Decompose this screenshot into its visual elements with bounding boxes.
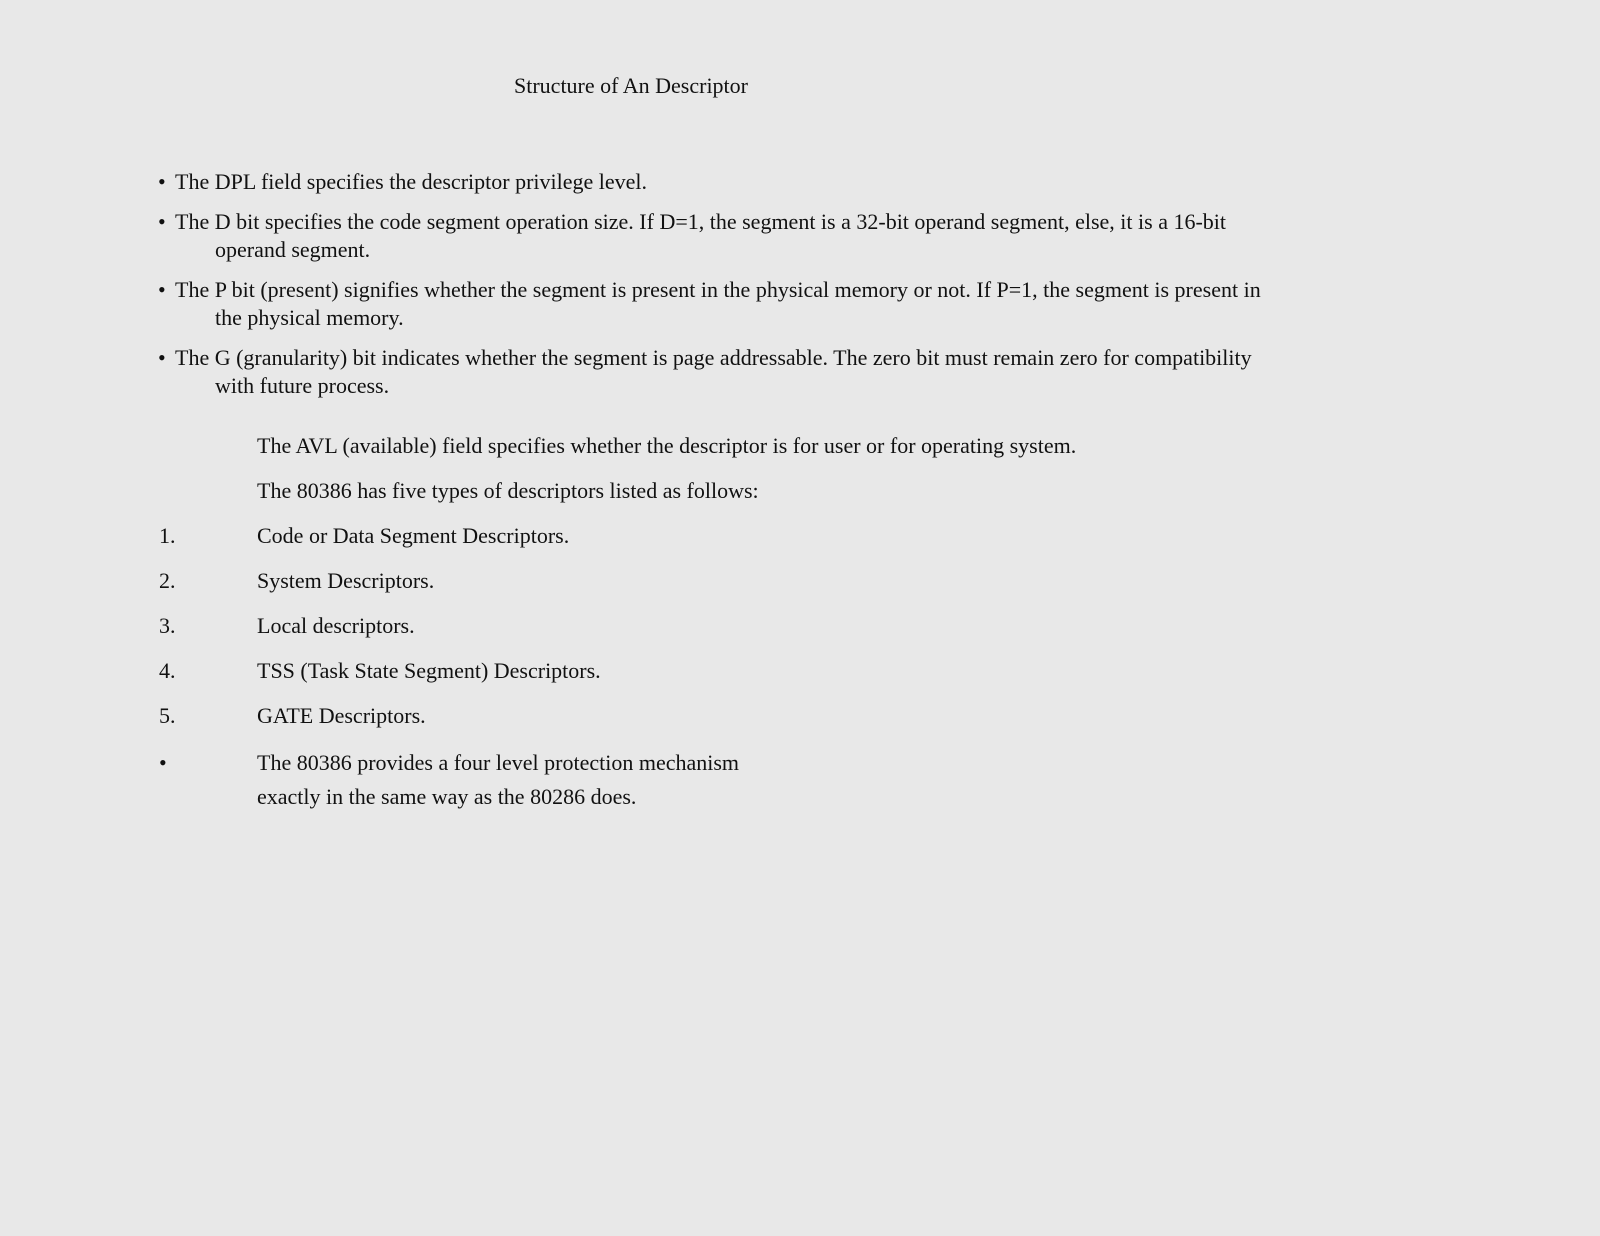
bullet-text-line1: The G (granularity) bit indicates whether the segment is page addressable. The zero bit must remain zero for compatibility — [175, 345, 1252, 370]
list-label: GATE Descriptors. — [257, 703, 426, 728]
list-number: 1. — [159, 523, 176, 548]
bullet-mark: • — [158, 169, 166, 194]
bullet-item-dpl — [158, 168, 1458, 196]
page-title: Structure of An Descriptor — [514, 73, 748, 98]
list-number: 3. — [159, 613, 176, 638]
avl-paragraph: The AVL (available) field specifies whether the descriptor is for user or for operating system. — [257, 433, 1077, 458]
list-label: Local descriptors. — [257, 613, 415, 638]
list-label: TSS (Task State Segment) Descriptors. — [257, 658, 601, 683]
list-number: 2. — [159, 568, 176, 593]
bullet-mark: • — [158, 277, 166, 302]
bullet-list — [158, 168, 1458, 412]
list-label: System Descriptors. — [257, 568, 435, 593]
types-intro: The 80386 has five types of descriptors listed as follows: — [257, 478, 759, 503]
bullet-text-line2: operand segment. — [215, 237, 371, 262]
bullet-mark: • — [158, 345, 166, 370]
list-number: 4. — [159, 658, 176, 683]
bullet-item-p-bit — [158, 276, 1458, 332]
list-label: Code or Data Segment Descriptors. — [257, 523, 570, 548]
bullet-item-g-bit — [158, 344, 1458, 400]
bullet-text-line1: The D bit specifies the code segment operation size. If D=1, the segment is a 32-bit operand segment, else, it is a 16-bit — [175, 209, 1227, 234]
final-bullet-line2: exactly in the same way as the 80286 does. — [257, 784, 637, 809]
bullet-text-line2: the physical memory. — [215, 305, 404, 330]
list-number: 5. — [159, 703, 176, 728]
final-bullet-text — [257, 746, 739, 814]
bullet-text-line1: The DPL field specifies the descriptor privilege level. — [175, 169, 648, 194]
final-bullet-line1: The 80386 provides a four level protection mechanism — [257, 750, 740, 775]
bullet-item-d-bit — [158, 208, 1458, 264]
bullet-text-line2: with future process. — [215, 373, 390, 398]
bullet-mark: • — [158, 209, 166, 234]
bullet-text-line1: The P bit (present) signifies whether the segment is present in the physical memory or not. If P=1, the segment is present in — [175, 277, 1261, 302]
bullet-mark: • — [159, 750, 167, 775]
